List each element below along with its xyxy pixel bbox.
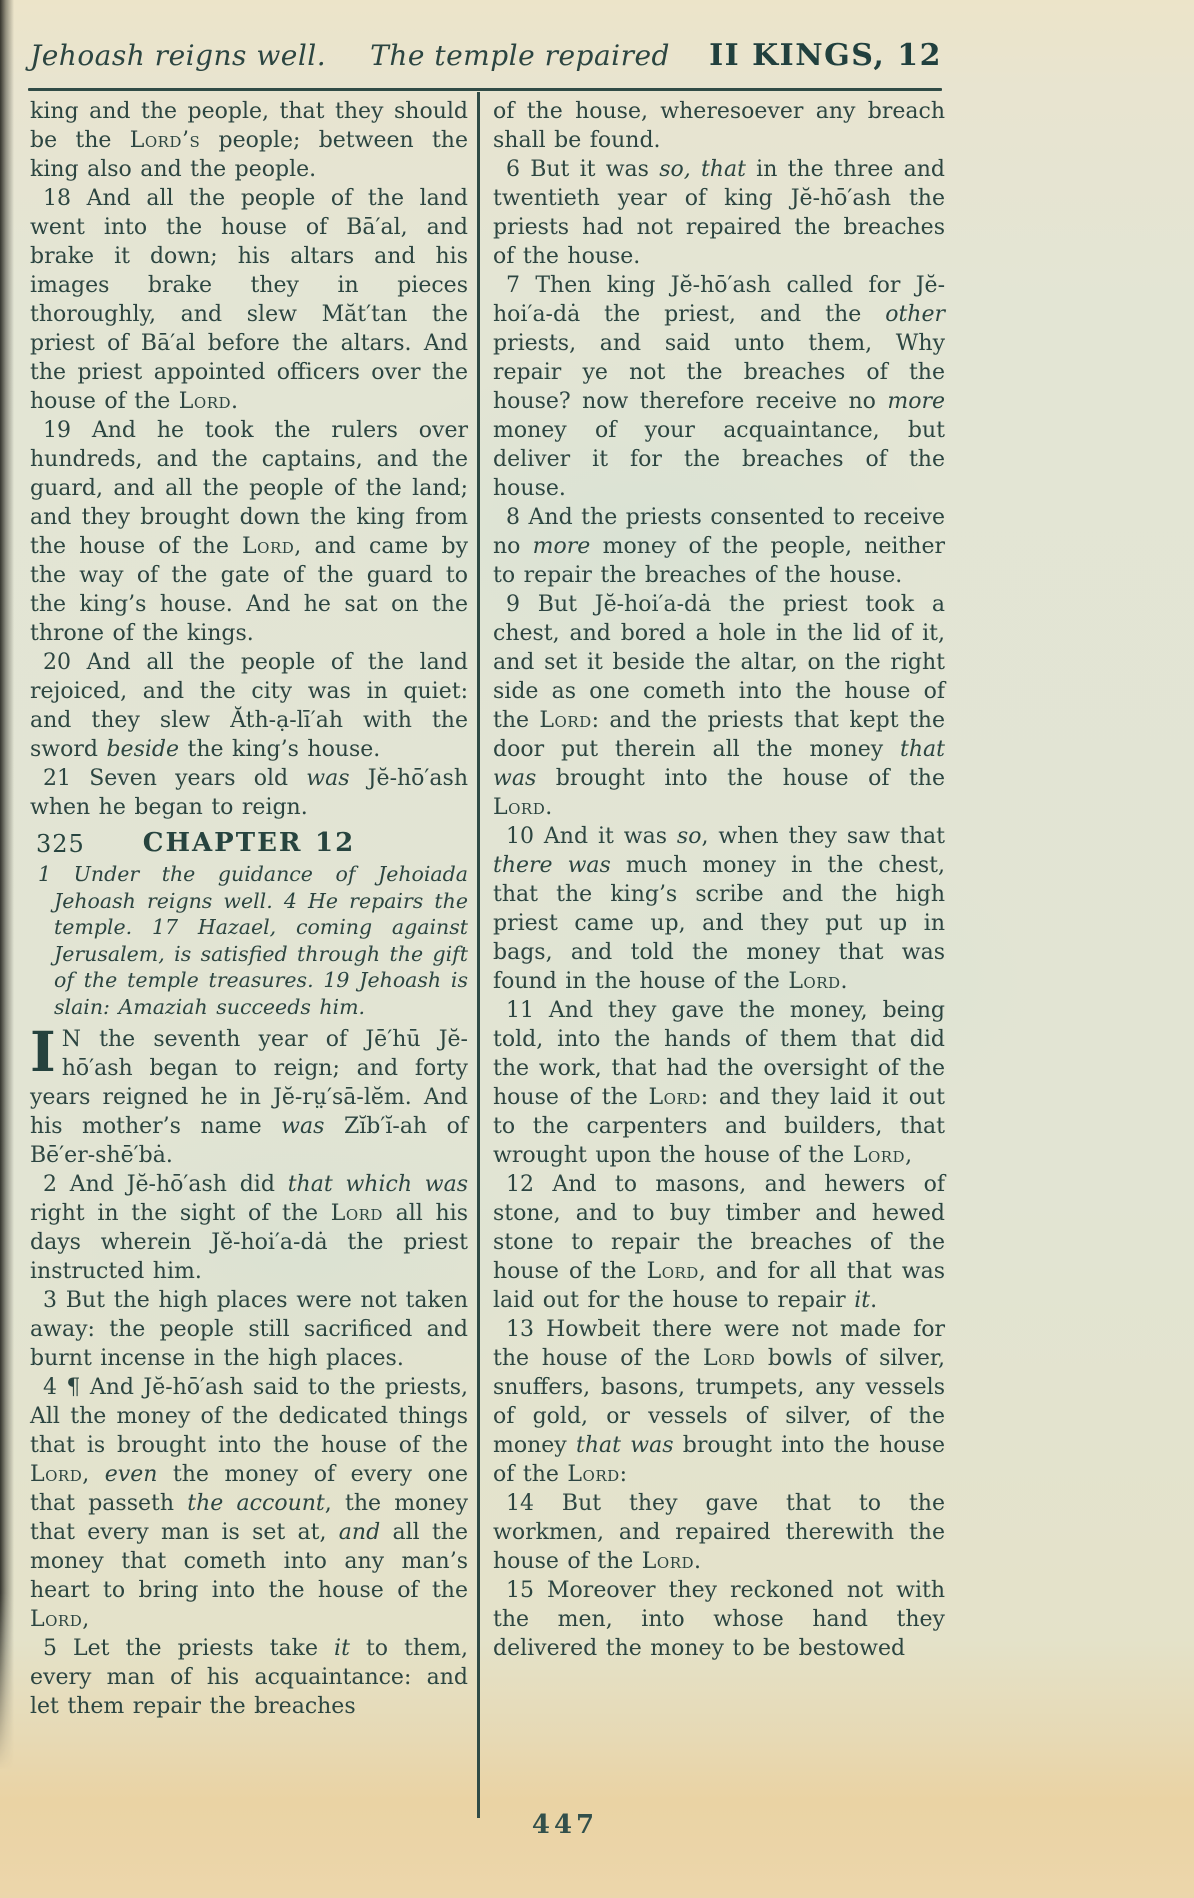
verse-12-14: 14 But they gave that to the workmen, and repaired therewith the house of the Lord. (493, 1491, 945, 1574)
running-head-left: Jehoash reigns well. (30, 39, 327, 72)
verse-12-5: 5 Let the priests take it to them, every man of his acquaintance: and let them repair the breaches (30, 1636, 468, 1719)
header-rule (28, 88, 942, 91)
chapter-12-summary: 1 Under the guidance of Jehoiada Jehoash reigns well. 4 He repairs the temple. 17 Hazael, coming against Jerusalem, is satisfied through the gift of the temple treasures. 19 Jehoash is slain: Amaziah succeeds him. (38, 862, 469, 1019)
verse-12-15: 15 Moreover they reckoned not with the men, into whose hand they delivered the money to be bestowed (493, 1578, 945, 1661)
verse-12-11: 11 And they gave the money, being told, into the hands of them that did the work, that had the oversight of the house of the Lord: and they laid it out to the carpenters and builders, that wrought upon the house of the Lord, (493, 998, 946, 1168)
running-head (30, 38, 942, 73)
verse-12-6: 6 But it was so, that in the three and twentieth year of king Jĕ-hō′ash the priests had not repaired the breaches of the house. (493, 157, 946, 269)
verse-12-9: 9 But Jĕ-hoi′a-dȧ the priest took a chest, and bored a hole in the lid of it, and set it beside the altar, on the right side as one cometh into the house of the Lord: and the priests that kept the door put therein all the money that was brought into the house of the Lord. (493, 592, 945, 820)
verse-12-13: 13 Howbeit there were not made for the house of the Lord bowls of silver, snuffers, basons, trumpets, any vessels of gold, or vessels of silver, of the money that was brought into the house of the Lord: (493, 1317, 945, 1487)
running-head-center: The temple repaired (370, 39, 670, 72)
verse-12-2: 2 And Jĕ-hō′ash did that which was right in the sight of the Lord all his days wherein Jĕ-hoi′a-dȧ the priest instructed him. (30, 1172, 469, 1284)
running-head-book-chapter: II KINGS, 12 (709, 38, 942, 73)
drop-cap-letter: I (30, 1019, 56, 1084)
marginal-number: 325 (36, 830, 85, 858)
verse-11-17-continuation: king and the people, that they should be the Lord’s people; between the king also and the people. (30, 99, 468, 182)
page-binding-shadow (0, 0, 14, 1770)
verse-12-12: 12 And to masons, and hewers of stone, and to buy timber and hewed stone to repair the breaches of the house of the Lord, and for all that was laid out for the house to repair it. (493, 1172, 945, 1313)
verse-12-1: I N the seventh year of Jē′hū Jĕ-hō′ash began to reign; and forty years reigned he in Jĕ-rṳ′sā-lĕm. And his mother’s name was Zĭb′ĭ-ah of Bē′er-shē′bȧ. (30, 1019, 469, 1168)
verse-11-19: 19 And he took the rulers over hundreds, and the captains, and the guard, and all the people of the land; and they brought down the king from the house of the Lord, and came by the way of the gate of the guard to the king’s house. And he sat on the throne of the kings. (30, 418, 469, 646)
verse-11-18: 18 And all the people of the land went into the house of Bā′al, and brake it down; his altars and his images brake they in pieces thoroughly, and slew Măt′tan the priest of Bā′al before the altars. And the priest appointed officers over the house of the Lord. (30, 186, 468, 414)
verse-11-21: 21 Seven years old was Jĕ-hō′ash when he began to reign. (30, 766, 468, 820)
left-text-column (30, 97, 468, 1721)
verse-12-5-continuation: of the house, wheresoever any breach shall be found. (493, 99, 945, 153)
verse-11-20: 20 And all the people of the land rejoiced, and the city was in quiet: and they slew Ăth-ạ-lī′ah with the sword beside the king’s house. (30, 650, 468, 762)
right-text-column (493, 97, 945, 1663)
verse-12-8: 8 And the priests consented to receive no more money of the people, neither to repair the breaches of the house. (493, 505, 945, 588)
verse-12-3: 3 But the high places were not taken away: the people still sacrificed and burnt incense in the high places. (30, 1288, 468, 1371)
verse-12-10: 10 And it was so, when they saw that there was much money in the chest, that the king’s scribe and the high priest came up, and they put up in bags, and told the money that was found in the house of the Lord. (493, 824, 946, 994)
verse-12-7: 7 Then king Jĕ-hō′ash called for Jĕ-hoi′a-dȧ the priest, and the other priests, and said unto them, Why repair ye not the breaches of the house? now therefore receive no more money of your acquaintance, but deliver it for the breaches of the house. (493, 273, 945, 501)
page-number: 447 (531, 1810, 599, 1840)
verse-12-4: 4 ¶ And Jĕ-hō′ash said to the priests, All the money of the dedicated things that is brought into the house of the Lord, even the money of every one that passeth the account, the money that every man is set at, and all the money that cometh into any man’s heart to bring into the house of the Lord, (30, 1375, 468, 1632)
chapter-title: CHAPTER 12 (142, 828, 356, 858)
column-divider-rule (477, 92, 480, 1818)
chapter-heading (30, 829, 468, 858)
